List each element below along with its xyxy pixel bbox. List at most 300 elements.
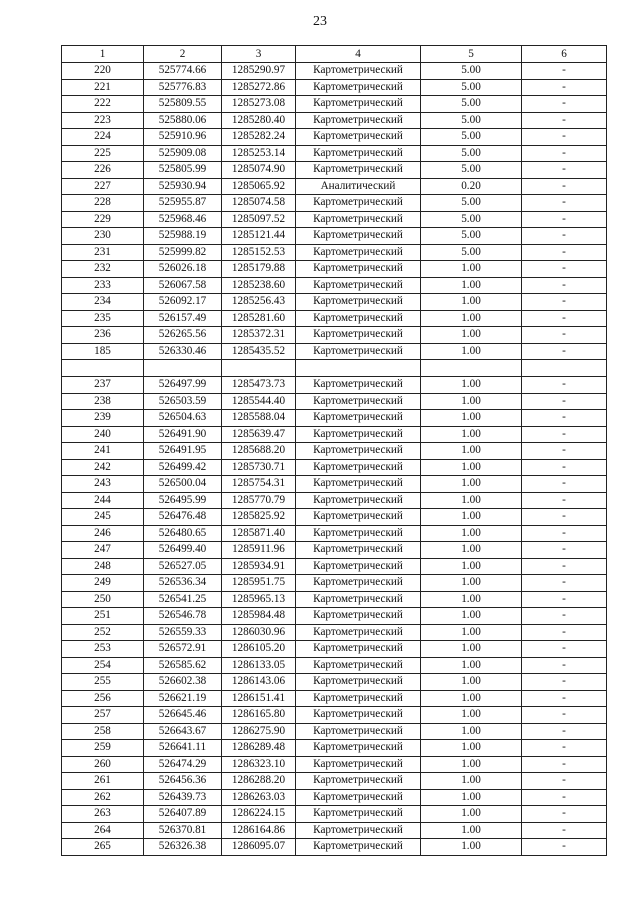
table-cell: 526026.18 — [144, 261, 222, 278]
table-cell: Картометрический — [296, 327, 421, 344]
table-cell: 257 — [62, 707, 144, 724]
table-cell: 1285688.20 — [222, 443, 296, 460]
column-header: 4 — [296, 46, 421, 63]
table-cell: 526602.38 — [144, 674, 222, 691]
table-cell: 1.00 — [421, 756, 522, 773]
table-cell: - — [522, 707, 607, 724]
table-cell: 526546.78 — [144, 608, 222, 625]
table-cell: - — [522, 79, 607, 96]
table-row — [62, 211, 607, 228]
table-cell: 1.00 — [421, 674, 522, 691]
table-row — [62, 79, 607, 96]
table-cell: 5.00 — [421, 211, 522, 228]
table-cell: 252 — [62, 624, 144, 641]
table-cell: 223 — [62, 112, 144, 129]
table-cell: 1.00 — [421, 558, 522, 575]
table-cell: - — [522, 822, 607, 839]
table-cell: Картометрический — [296, 195, 421, 212]
table-cell: 246 — [62, 525, 144, 542]
table-cell: Картометрический — [296, 294, 421, 311]
table-cell: 225 — [62, 145, 144, 162]
table-row — [62, 641, 607, 658]
table-cell: 5.00 — [421, 112, 522, 129]
table-cell: 1286030.96 — [222, 624, 296, 641]
page-number: 23 — [313, 14, 327, 29]
table-cell: - — [522, 558, 607, 575]
table-cell: - — [522, 228, 607, 245]
table-cell: 526500.04 — [144, 476, 222, 493]
table-cell: 1.00 — [421, 343, 522, 360]
table-cell: Картометрический — [296, 558, 421, 575]
table-cell: Картометрический — [296, 79, 421, 96]
table-cell: 265 — [62, 839, 144, 856]
table-cell: 251 — [62, 608, 144, 625]
table-cell: 1.00 — [421, 575, 522, 592]
table-cell: - — [522, 509, 607, 526]
table-separator — [62, 360, 607, 377]
table-row — [62, 575, 607, 592]
table-cell: 227 — [62, 178, 144, 195]
table-cell: 1.00 — [421, 806, 522, 823]
table-cell — [144, 360, 222, 377]
table-cell: 260 — [62, 756, 144, 773]
table-cell: - — [522, 624, 607, 641]
table-cell: Картометрический — [296, 96, 421, 113]
table-row — [62, 608, 607, 625]
table-row — [62, 674, 607, 691]
table-cell: 525880.06 — [144, 112, 222, 129]
table-cell: - — [522, 674, 607, 691]
table-cell: 242 — [62, 459, 144, 476]
table-cell: 238 — [62, 393, 144, 410]
table-row — [62, 558, 607, 575]
table-cell: Картометрический — [296, 822, 421, 839]
table-row — [62, 707, 607, 724]
table-cell: 1285639.47 — [222, 426, 296, 443]
table-cell: Картометрический — [296, 476, 421, 493]
table-cell: - — [522, 426, 607, 443]
table-cell: - — [522, 310, 607, 327]
table-cell: Картометрический — [296, 277, 421, 294]
table-row — [62, 162, 607, 179]
table-cell: 1.00 — [421, 410, 522, 427]
table-cell: - — [522, 575, 607, 592]
table-cell: 526407.89 — [144, 806, 222, 823]
table-body-second-contour — [62, 377, 607, 856]
table-cell: 526504.63 — [144, 410, 222, 427]
table-cell: 1285965.13 — [222, 591, 296, 608]
table-cell: Картометрический — [296, 575, 421, 592]
table-cell: Картометрический — [296, 129, 421, 146]
table-cell: - — [522, 178, 607, 195]
table-cell: Картометрический — [296, 443, 421, 460]
table-cell: 526265.56 — [144, 327, 222, 344]
table-row — [62, 459, 607, 476]
table-cell: Картометрический — [296, 426, 421, 443]
table-row — [62, 476, 607, 493]
table-cell: 1285544.40 — [222, 393, 296, 410]
table-cell: 221 — [62, 79, 144, 96]
table-cell: 1.00 — [421, 690, 522, 707]
table-body-first-contour — [62, 63, 607, 360]
table-cell: 1285984.48 — [222, 608, 296, 625]
table-row — [62, 393, 607, 410]
table-cell: 525910.96 — [144, 129, 222, 146]
table-cell: Картометрический — [296, 492, 421, 509]
table-cell: 1285179.88 — [222, 261, 296, 278]
table-cell: - — [522, 690, 607, 707]
table-cell: 1.00 — [421, 476, 522, 493]
coordinates-table — [61, 45, 607, 856]
table-cell: 1.00 — [421, 740, 522, 757]
table-cell: - — [522, 377, 607, 394]
table-cell: 1.00 — [421, 657, 522, 674]
table-cell: 5.00 — [421, 244, 522, 261]
table-row — [62, 806, 607, 823]
table-cell: - — [522, 492, 607, 509]
table-cell: - — [522, 145, 607, 162]
table-cell: 1285065.92 — [222, 178, 296, 195]
table-cell: 526541.25 — [144, 591, 222, 608]
table-cell: - — [522, 641, 607, 658]
table-cell: Картометрический — [296, 806, 421, 823]
table-cell: 1286143.06 — [222, 674, 296, 691]
table-cell: 525955.87 — [144, 195, 222, 212]
table-cell: 1285282.24 — [222, 129, 296, 146]
table-cell: 229 — [62, 211, 144, 228]
table-cell: 1285238.60 — [222, 277, 296, 294]
table-cell: 256 — [62, 690, 144, 707]
table-cell: Картометрический — [296, 542, 421, 559]
table-cell: 249 — [62, 575, 144, 592]
table-cell: 526643.67 — [144, 723, 222, 740]
table-cell: Картометрический — [296, 773, 421, 790]
table-cell: 1286275.90 — [222, 723, 296, 740]
table-row — [62, 740, 607, 757]
table-row — [62, 327, 607, 344]
table-cell: 264 — [62, 822, 144, 839]
table-cell: 1285152.53 — [222, 244, 296, 261]
table-row — [62, 129, 607, 146]
table-cell: 254 — [62, 657, 144, 674]
table-row — [62, 839, 607, 856]
table-cell: 526495.99 — [144, 492, 222, 509]
table-cell: Картометрический — [296, 162, 421, 179]
table-row — [62, 756, 607, 773]
table-row — [62, 277, 607, 294]
table-cell: - — [522, 327, 607, 344]
table-cell: 525774.66 — [144, 63, 222, 80]
table-cell: 1285074.58 — [222, 195, 296, 212]
column-header: 2 — [144, 46, 222, 63]
table-cell: 1286165.80 — [222, 707, 296, 724]
table-cell: 525809.55 — [144, 96, 222, 113]
table-cell: - — [522, 162, 607, 179]
table-cell: - — [522, 542, 607, 559]
table-row — [62, 261, 607, 278]
table-cell: Картометрический — [296, 707, 421, 724]
table-cell: 1286164.86 — [222, 822, 296, 839]
table-cell: 235 — [62, 310, 144, 327]
table-cell: 525988.19 — [144, 228, 222, 245]
table-cell: 526641.11 — [144, 740, 222, 757]
table-cell: 1286151.41 — [222, 690, 296, 707]
table-cell: 1285825.92 — [222, 509, 296, 526]
table-cell: 261 — [62, 773, 144, 790]
table-cell: - — [522, 443, 607, 460]
table-cell — [222, 360, 296, 377]
table-cell: 526067.58 — [144, 277, 222, 294]
header-row — [62, 46, 607, 63]
table-cell: Картометрический — [296, 509, 421, 526]
table-row — [62, 178, 607, 195]
table-cell: 526456.36 — [144, 773, 222, 790]
table-row — [62, 310, 607, 327]
table-cell: 1.00 — [421, 773, 522, 790]
table-cell: 1286288.20 — [222, 773, 296, 790]
table-cell: Картометрический — [296, 112, 421, 129]
table-cell: 526157.49 — [144, 310, 222, 327]
table-row — [62, 410, 607, 427]
table-cell: - — [522, 657, 607, 674]
table-cell: 262 — [62, 789, 144, 806]
table-cell: - — [522, 806, 607, 823]
table-cell: 5.00 — [421, 129, 522, 146]
table-row — [62, 112, 607, 129]
table-cell: 1.00 — [421, 624, 522, 641]
table-cell: 1285435.52 — [222, 343, 296, 360]
table-cell: Картометрический — [296, 343, 421, 360]
table-cell: 224 — [62, 129, 144, 146]
table-cell: - — [522, 393, 607, 410]
table-cell: 1.00 — [421, 509, 522, 526]
table-cell: - — [522, 476, 607, 493]
table-row — [62, 377, 607, 394]
table-cell: 526491.90 — [144, 426, 222, 443]
table-row — [62, 244, 607, 261]
table-cell: 1.00 — [421, 591, 522, 608]
table-row — [62, 443, 607, 460]
table-cell: 1.00 — [421, 542, 522, 559]
table-cell: 1.00 — [421, 327, 522, 344]
table-row — [62, 542, 607, 559]
table-cell: Картометрический — [296, 641, 421, 658]
table-cell: 1.00 — [421, 294, 522, 311]
table-cell: Картометрический — [296, 839, 421, 856]
table-cell: 245 — [62, 509, 144, 526]
table-cell: 1286289.48 — [222, 740, 296, 757]
column-header: 5 — [421, 46, 522, 63]
table-cell: Картометрический — [296, 211, 421, 228]
table-cell: 526499.40 — [144, 542, 222, 559]
table-cell: Картометрический — [296, 393, 421, 410]
table-cell — [62, 360, 144, 377]
table-cell: 236 — [62, 327, 144, 344]
table-cell: 525999.82 — [144, 244, 222, 261]
table-row — [62, 591, 607, 608]
table-cell: 1.00 — [421, 261, 522, 278]
table-row — [62, 228, 607, 245]
table-cell: 244 — [62, 492, 144, 509]
table-cell: Картометрический — [296, 723, 421, 740]
table-cell: Картометрический — [296, 244, 421, 261]
table-cell: 1.00 — [421, 310, 522, 327]
table-cell: 230 — [62, 228, 144, 245]
table-cell: 1285473.73 — [222, 377, 296, 394]
table-cell: 526497.99 — [144, 377, 222, 394]
table-cell: 1285272.86 — [222, 79, 296, 96]
table-cell: Картометрический — [296, 690, 421, 707]
table-cell: 526476.48 — [144, 509, 222, 526]
table-cell: 0.20 — [421, 178, 522, 195]
table-cell: 1285951.75 — [222, 575, 296, 592]
table-cell: - — [522, 756, 607, 773]
table-cell: 1285934.91 — [222, 558, 296, 575]
table-cell: - — [522, 261, 607, 278]
table-cell: 1285256.43 — [222, 294, 296, 311]
table-cell: 526503.59 — [144, 393, 222, 410]
table-cell: 232 — [62, 261, 144, 278]
table-cell: 525930.94 — [144, 178, 222, 195]
table-cell: 525805.99 — [144, 162, 222, 179]
table-cell: 526621.19 — [144, 690, 222, 707]
table-cell: 1285290.97 — [222, 63, 296, 80]
column-header: 6 — [522, 46, 607, 63]
table-cell: 255 — [62, 674, 144, 691]
table-row — [62, 773, 607, 790]
table-cell: Картометрический — [296, 63, 421, 80]
table-cell: 526330.46 — [144, 343, 222, 360]
table-cell: 241 — [62, 443, 144, 460]
table-cell: 1.00 — [421, 492, 522, 509]
table-cell: Картометрический — [296, 657, 421, 674]
table-cell: 1285253.14 — [222, 145, 296, 162]
table-cell: - — [522, 459, 607, 476]
table-cell: - — [522, 773, 607, 790]
table-cell: 1285097.52 — [222, 211, 296, 228]
table-cell: 1.00 — [421, 789, 522, 806]
table-cell: 526439.73 — [144, 789, 222, 806]
table-cell: 1285911.96 — [222, 542, 296, 559]
table-cell: 1286133.05 — [222, 657, 296, 674]
table-cell: 247 — [62, 542, 144, 559]
table-cell: 258 — [62, 723, 144, 740]
table-cell: 1286105.20 — [222, 641, 296, 658]
table-cell: 1286323.10 — [222, 756, 296, 773]
table-cell: 526585.62 — [144, 657, 222, 674]
table-cell: 1285281.60 — [222, 310, 296, 327]
table-cell: 1.00 — [421, 459, 522, 476]
table-row — [62, 657, 607, 674]
table-cell: 1286224.15 — [222, 806, 296, 823]
table-cell: 1.00 — [421, 839, 522, 856]
table-cell: - — [522, 112, 607, 129]
table-header — [62, 46, 607, 63]
table-cell: 1285770.79 — [222, 492, 296, 509]
table-cell: 231 — [62, 244, 144, 261]
table-cell: 253 — [62, 641, 144, 658]
table-cell: 240 — [62, 426, 144, 443]
table-cell: 1.00 — [421, 277, 522, 294]
table-cell: Картометрический — [296, 410, 421, 427]
table-cell: 1.00 — [421, 377, 522, 394]
table-cell: 5.00 — [421, 145, 522, 162]
table-cell: 1285372.31 — [222, 327, 296, 344]
table-cell: 525909.08 — [144, 145, 222, 162]
table-cell: 1.00 — [421, 525, 522, 542]
column-header: 3 — [222, 46, 296, 63]
table-cell: Картометрический — [296, 459, 421, 476]
table-cell: 1.00 — [421, 641, 522, 658]
table-cell: Картометрический — [296, 789, 421, 806]
table-cell: 1.00 — [421, 707, 522, 724]
table-row — [62, 789, 607, 806]
table-cell: 526480.65 — [144, 525, 222, 542]
table-cell: - — [522, 839, 607, 856]
table-row — [62, 525, 607, 542]
table-row — [62, 426, 607, 443]
table-cell: 1286095.07 — [222, 839, 296, 856]
table-cell: Аналитический — [296, 178, 421, 195]
table-cell: - — [522, 96, 607, 113]
table-cell: - — [522, 244, 607, 261]
table-cell: 5.00 — [421, 228, 522, 245]
table-row — [62, 690, 607, 707]
table-row — [62, 822, 607, 839]
table-cell: Картометрический — [296, 145, 421, 162]
table-cell: - — [522, 789, 607, 806]
table-cell: 248 — [62, 558, 144, 575]
table-cell: - — [522, 343, 607, 360]
table-cell: 1285121.44 — [222, 228, 296, 245]
table-cell: - — [522, 608, 607, 625]
table-cell: 239 — [62, 410, 144, 427]
table-cell: Картометрический — [296, 608, 421, 625]
table-cell: Картометрический — [296, 674, 421, 691]
table-cell: Картометрический — [296, 624, 421, 641]
table-cell: 1.00 — [421, 608, 522, 625]
table-cell: - — [522, 525, 607, 542]
table-cell: 1285730.71 — [222, 459, 296, 476]
table-cell: 263 — [62, 806, 144, 823]
table-cell: 526559.33 — [144, 624, 222, 641]
table-cell: 526326.38 — [144, 839, 222, 856]
table-cell: - — [522, 740, 607, 757]
table-cell: 1285754.31 — [222, 476, 296, 493]
table-cell: 526572.91 — [144, 641, 222, 658]
table-row — [62, 492, 607, 509]
table-cell: 526474.29 — [144, 756, 222, 773]
table-cell: 526092.17 — [144, 294, 222, 311]
table-cell: 222 — [62, 96, 144, 113]
table-cell: 526499.42 — [144, 459, 222, 476]
table-cell: 1.00 — [421, 426, 522, 443]
table-cell — [522, 360, 607, 377]
table-cell: Картометрический — [296, 591, 421, 608]
table-cell: Картометрический — [296, 756, 421, 773]
table-cell: 5.00 — [421, 79, 522, 96]
table-cell: 526527.05 — [144, 558, 222, 575]
table-cell: Картометрический — [296, 310, 421, 327]
table-cell: 526491.95 — [144, 443, 222, 460]
table-cell: 1.00 — [421, 393, 522, 410]
column-header: 1 — [62, 46, 144, 63]
table-row — [62, 509, 607, 526]
table-cell: 5.00 — [421, 63, 522, 80]
table-row — [62, 343, 607, 360]
table-cell: - — [522, 63, 607, 80]
table-cell: 526536.34 — [144, 575, 222, 592]
